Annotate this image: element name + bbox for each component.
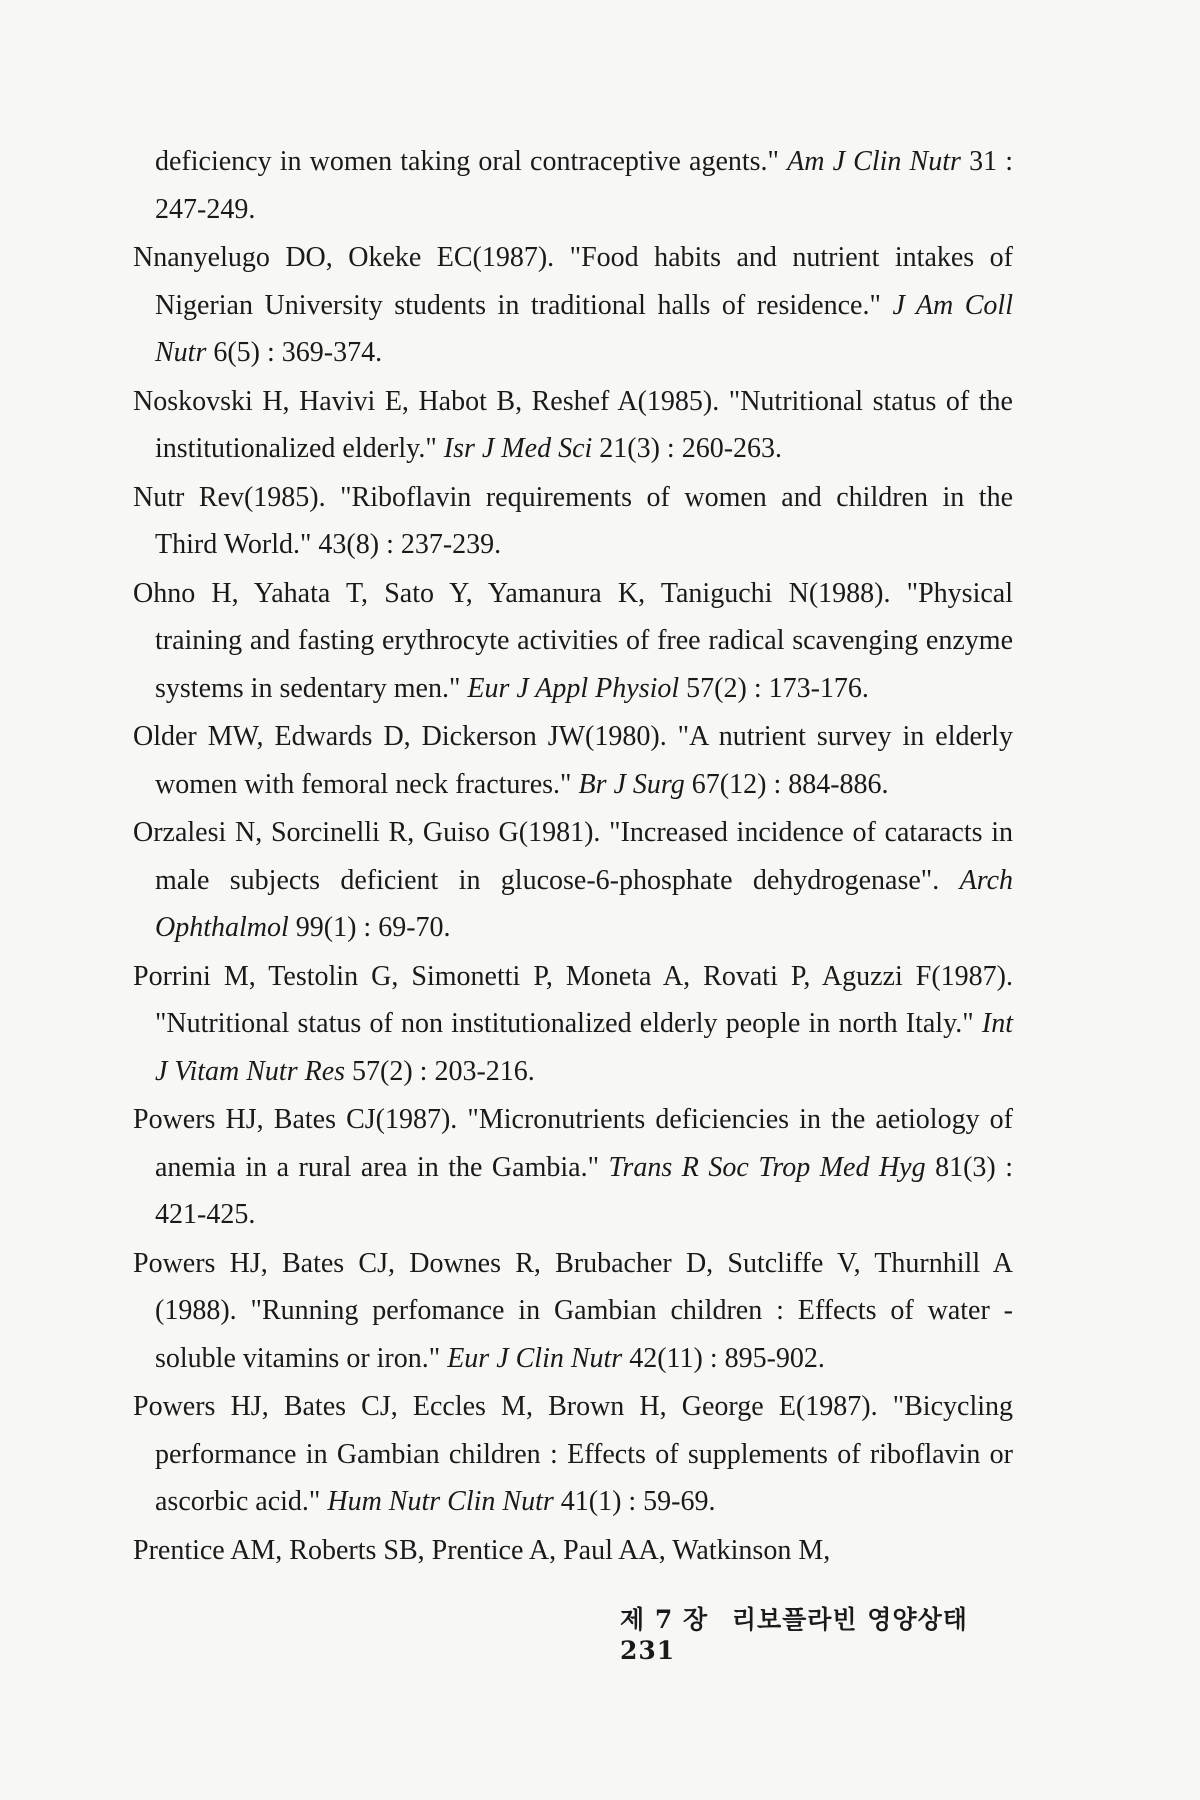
reference-entry: [133, 1383, 1013, 1526]
ref-citation: 42(11) : 895-902.: [622, 1342, 825, 1374]
ref-text: Powers HJ, Bates CJ(1987). "Micronutrients deficiencies in the aetiology of anemia in a rural area in the Gambia.": [133, 1104, 1013, 1183]
ref-citation: 31 : 247-249.: [155, 146, 1013, 225]
reference-entry: [133, 474, 1013, 569]
ref-citation: 41(1) : 59-69.: [553, 1486, 716, 1517]
reference-entry: [133, 953, 1013, 1096]
ref-citation: 67(12) : 884-886.: [684, 768, 889, 800]
page-footer: [620, 1600, 1020, 1665]
ref-citation: 57(2) : 173-176.: [679, 672, 869, 704]
chapter-label: 제 7 장: [620, 1605, 709, 1634]
ref-journal: Hum Nutr Clin Nutr: [327, 1486, 554, 1517]
reference-entry: [133, 234, 1013, 377]
ref-text: Noskovski H, Havivi E, Habot B, Reshef A(1985). "Nutritional status of the institutionalized elderly.": [133, 385, 1013, 464]
ref-citation: 57(2) : 203-216.: [345, 1055, 535, 1087]
ref-text: Ohno H, Yahata T, Sato Y, Yamanura K, Taniguchi N(1988). "Physical training and fasting erythrocyte activities of free radical scavenging enzyme systems in sedentary men.": [133, 577, 1013, 704]
ref-text: Prentice AM, Roberts SB, Prentice A, Paul AA, Watkinson M,: [133, 1534, 831, 1566]
ref-citation: 81(3) : 421-425.: [155, 1151, 1014, 1230]
ref-journal: Isr J Med Sci: [443, 433, 593, 464]
ref-text: Nutr Rev(1985). "Riboflavin requirements of women and children in the Third World." 43(8) : 237-239.: [133, 481, 1013, 560]
ref-text: Powers HJ, Bates CJ, Eccles M, Brown H, George E(1987). "Bicycling performance in Gambian children : Effects of supplements of riboflavin or ascorbic acid.": [133, 1391, 1013, 1517]
page-number: 231: [620, 1636, 676, 1665]
reference-entry: [133, 1096, 1013, 1239]
reference-list: [133, 138, 1013, 1575]
reference-entry: [133, 138, 1013, 233]
reference-entry: [133, 378, 1013, 473]
ref-text: Older MW, Edwards D, Dickerson JW(1980). "A nutrient survey in elderly women with femoral neck fractures.": [133, 721, 1013, 800]
ref-journal: J Am Coll Nutr: [155, 289, 1013, 368]
ref-text: Orzalesi N, Sorcinelli R, Guiso G(1981). "Increased incidence of cataracts in male subjects deficient in glucose-6-phosphate dehydrogenase".: [133, 817, 1013, 896]
reference-entry: [133, 1240, 1013, 1383]
ref-citation: 6(5) : 369-374.: [206, 337, 383, 368]
ref-journal: Eur J Clin Nutr: [447, 1342, 623, 1374]
chapter-title: 리보플라빈 영양상태: [731, 1605, 968, 1634]
ref-journal: Eur J Appl Physiol: [467, 672, 680, 704]
reference-entry: [133, 1527, 1013, 1575]
ref-journal: Br J Surg: [578, 768, 685, 800]
ref-citation: 99(1) : 69-70.: [288, 912, 451, 943]
ref-text: Powers HJ, Bates CJ, Downes R, Brubacher D, Sutcliffe V, Thurnhill A (1988). "Running perfomance in Gambian children : Effects of water -soluble vitamins or iron.": [133, 1247, 1013, 1374]
ref-journal: Arch Ophthalmol: [155, 864, 1013, 943]
ref-journal: Trans R Soc Trop Med Hyg: [608, 1151, 926, 1183]
ref-citation: 21(3) : 260-263.: [592, 433, 783, 464]
reference-entry: [133, 809, 1013, 952]
reference-entry: [133, 570, 1013, 713]
ref-journal: Am J Clin Nutr: [787, 146, 961, 177]
ref-text: Porrini M, Testolin G, Simonetti P, Moneta A, Rovati P, Aguzzi F(1987). "Nutritional status of non institutionalized elderly people in north Italy.": [133, 960, 1013, 1039]
ref-text: Nnanyelugo DO, Okeke EC(1987). "Food habits and nutrient intakes of Nigerian University students in traditional halls of residence.": [133, 242, 1013, 321]
reference-entry: [133, 713, 1013, 808]
ref-text: deficiency in women taking oral contraceptive agents.": [155, 146, 788, 177]
ref-journal: Int J Vitam Nutr Res: [155, 1008, 1013, 1087]
